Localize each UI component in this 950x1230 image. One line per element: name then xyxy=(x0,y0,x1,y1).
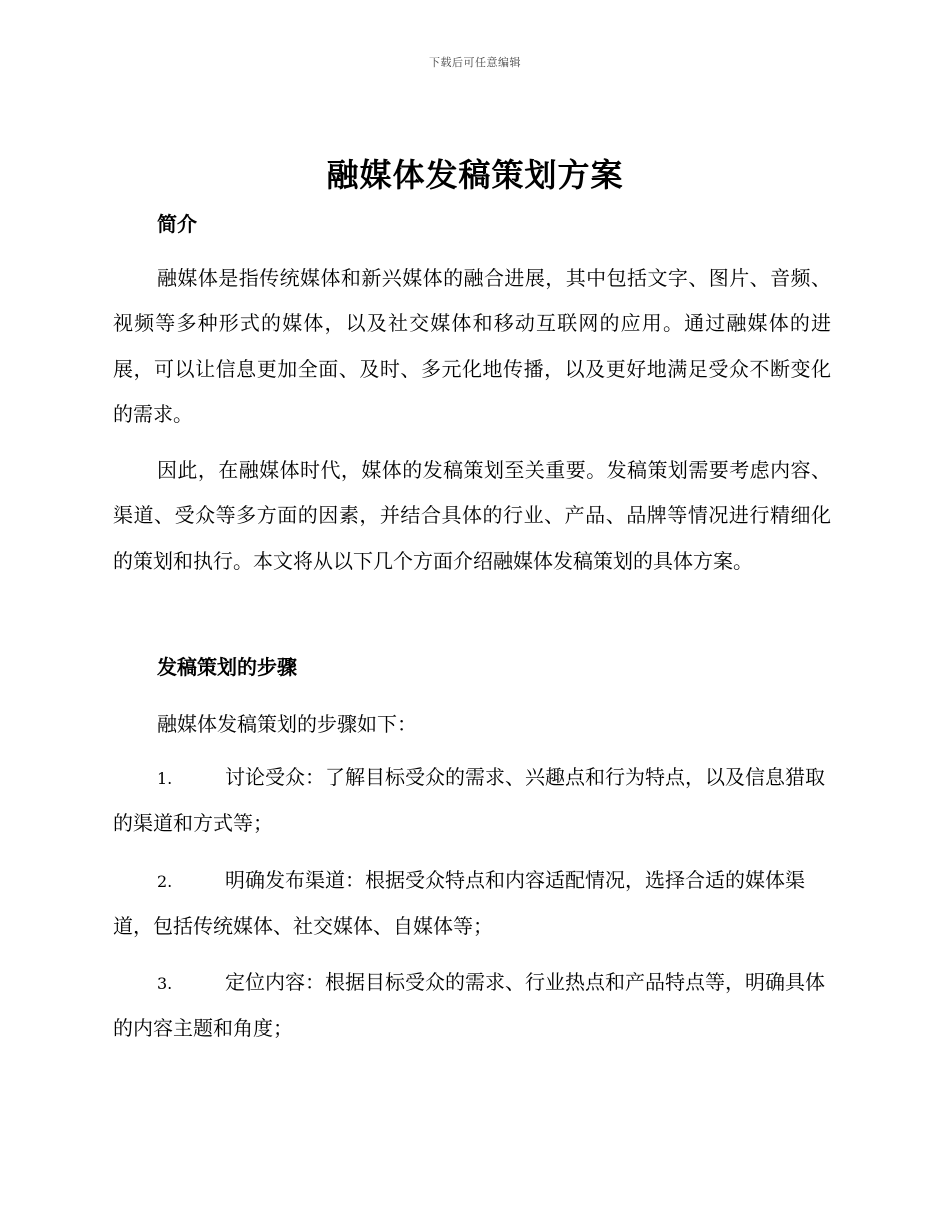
list-item xyxy=(113,960,831,1052)
list-item xyxy=(113,858,831,950)
steps-lead-text: 融媒体发稿策划的步骤如下： xyxy=(157,712,417,736)
section-heading-intro: 简介 xyxy=(157,212,197,236)
list-item-number: 1. xyxy=(157,769,173,788)
intro-paragraph-1: 融媒体是指传统媒体和新兴媒体的融合进展，其中包括文字、图片、音频、视频等多种形式的媒体，以及社交媒体和移动互联网的应用。通过融媒体的进展，可以让信息更加全面、及时、多元化地传播，以及更好地满足受众不断变化的需求。 xyxy=(113,266,831,426)
header-note: 下载后可任意编辑 xyxy=(429,56,521,69)
list-item-text: 定位内容：根据目标受众的需求、行业热点和产品特点等，明确具体的内容主题和角度； xyxy=(113,970,825,1041)
document-title: 融媒体发稿策划方案 xyxy=(326,156,624,194)
list-item-number: 2. xyxy=(157,872,173,891)
list-item-number: 3. xyxy=(157,974,173,993)
list-item xyxy=(113,755,831,847)
list-item-text: 讨论受众：了解目标受众的需求、兴趣点和行为特点，以及信息猎取的渠道和方式等； xyxy=(113,765,825,836)
list-item-text: 明确发布渠道：根据受众特点和内容适配情况，选择合适的媒体渠道，包括传统媒体、社交媒体、自媒体等； xyxy=(113,868,805,939)
section-heading-steps: 发稿策划的步骤 xyxy=(157,655,297,679)
intro-paragraph-2: 因此，在融媒体时代，媒体的发稿策划至关重要。发稿策划需要考虑内容、渠道、受众等多方面的因素，并结合具体的行业、产品、品牌等情况进行精细化的策划和执行。本文将从以下几个方面介绍融媒体发稿策划的具体方案。 xyxy=(113,458,831,573)
